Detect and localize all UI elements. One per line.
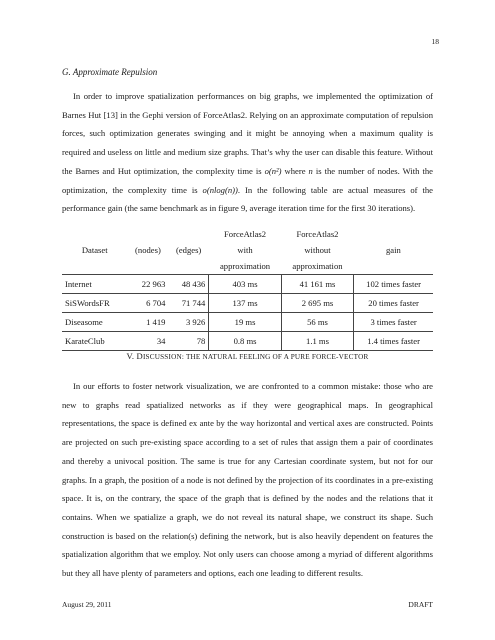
header-fa2-without-line3: approximation [281, 258, 353, 275]
math-complexity-n2: o(n²) [264, 165, 282, 176]
cell-gain: 1.4 times faster [354, 332, 433, 351]
header-fa2-with-line2: with [237, 245, 253, 255]
performance-table [62, 226, 433, 351]
paragraph-discussion [62, 377, 433, 583]
math-complexity-nlogn: o(nlog(n)) [202, 184, 238, 195]
cell-without-approx: 56 ms [281, 313, 353, 332]
cell-nodes: 1 419 [127, 313, 168, 332]
header-gain: gain [385, 245, 401, 255]
para1-text-3: is the number of nodes. With the optimization, the complexity time is [62, 165, 433, 195]
cell-edges: 3 926 [168, 313, 208, 332]
cell-dataset: Internet [62, 275, 127, 294]
section-heading-title: ISCUSSION: THE NATURAL FEELING OF A PURE FORCE-VECTOR [142, 353, 369, 361]
math-n: n [308, 165, 313, 176]
header-fa2-without-line2: without [304, 245, 331, 255]
cell-with-approx: 19 ms [209, 313, 281, 332]
cell-with-approx: 0.8 ms [209, 332, 281, 351]
table-row [62, 275, 433, 294]
para1-text-2: where [281, 165, 309, 176]
header-fa2-without-line1: ForceAtlas2 [296, 229, 339, 239]
para1-text-1: In order to improve spatialization performances on big graphs, we implemented the optimization of Barnes Hut [13] in the Gephi version of ForceAtlas2. Relying on an approximate computation of repulsion forces, such optimization generates swinging and it might be annoying when a maximum quality is required and useless on little and medium size graphs. That’s why the user can disable this feature. Without the Barnes and Hut optimization, the complexity time is [62, 91, 433, 176]
cell-edges: 78 [168, 332, 208, 351]
page-number: 18 [431, 37, 439, 46]
header-fa2-with-line3: approximation [209, 258, 281, 275]
cell-dataset: Diseasome [62, 313, 127, 332]
paragraph-approximate-repulsion [62, 87, 433, 218]
table-row [62, 313, 433, 332]
cell-nodes: 6 704 [127, 294, 168, 313]
cell-with-approx: 403 ms [209, 275, 281, 294]
cell-gain: 20 times faster [354, 294, 433, 313]
header-fa2-with-line1: ForceAtlas2 [224, 229, 267, 239]
cell-gain: 102 times faster [354, 275, 433, 294]
cell-nodes: 22 963 [127, 275, 168, 294]
para1-text-4: . In the following table are actual measures of the performance gain (the same benchmark as in figure 9, average iteration time for the first 30 iterations). [62, 184, 434, 214]
section-heading-numeral: V. D [126, 351, 143, 361]
para2-text: In our efforts to foster network visualization, we are confronted to a common mistake: those who are new to graphs read spatialized networks as if they were geographical maps. In geographical representations, the space is defined ex ante by the way horizontal and vertical axes are constructed. Points are projected on such pre-existing space according to a set of rules that assign them a pair of coordinates and thereby a univocal position. The same is true for any Cartesian coordinate system, but not for our graphs. In a graph, the position of a node is not defined by the projection of its coordinates in a pre-existing space. It is, on the contrary, the space of the graph that is defined by the nodes and the relations that it contains. When we spatialize a graph, we do not reveal its natural shape, we construct its shape. Such construction is based on the relation(s) defining the network, but is also heavily dependent on features the spatialization algorithm that we employ. Not only users can choose among a myriad of different algorithms but they all have plenty of parameters and options, each one leading to different results. [62, 381, 433, 579]
footer-draft-label: DRAFT [408, 600, 433, 609]
section-heading [62, 351, 433, 361]
header-nodes: (nodes) [135, 245, 161, 255]
table-row [62, 332, 433, 351]
table-row [62, 294, 433, 313]
cell-edges: 48 436 [168, 275, 208, 294]
cell-nodes: 34 [127, 332, 168, 351]
cell-with-approx: 137 ms [209, 294, 281, 313]
cell-dataset: KarateClub [62, 332, 127, 351]
header-dataset: Dataset [81, 245, 108, 255]
footer-date: August 29, 2011 [62, 600, 112, 609]
cell-edges: 71 744 [168, 294, 208, 313]
cell-gain: 3 times faster [354, 313, 433, 332]
cell-without-approx: 41 161 ms [281, 275, 353, 294]
header-edges: (edges) [175, 245, 202, 255]
subsection-heading: G. Approximate Repulsion [62, 67, 158, 77]
cell-without-approx: 1.1 ms [281, 332, 353, 351]
cell-dataset: SiSWordsFR [62, 294, 127, 313]
cell-without-approx: 2 695 ms [281, 294, 353, 313]
